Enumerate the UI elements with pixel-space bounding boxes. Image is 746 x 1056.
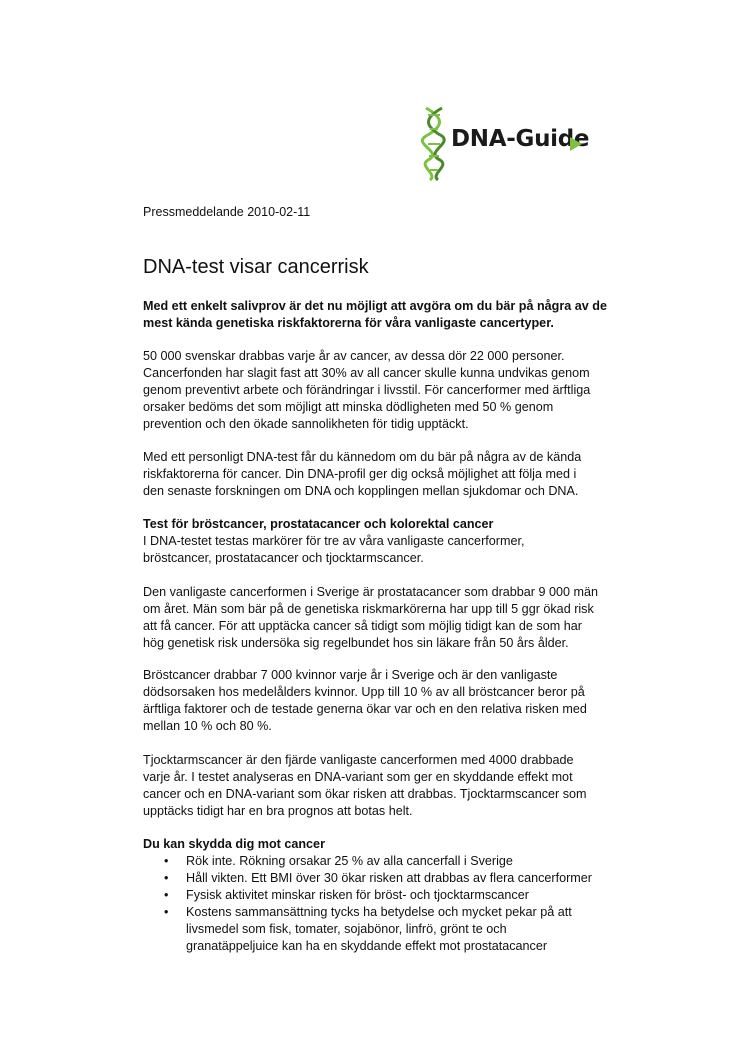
- text-line: granatäppeljuice kan ha en skyddande effekt mot prostatacancer: [186, 939, 548, 953]
- text-line: upptäcks tidigt har en bra prognos att botas helt.: [143, 804, 413, 818]
- play-arrow-icon: [570, 137, 582, 151]
- section-cancer-tests: [143, 516, 613, 567]
- lead-paragraph: [143, 298, 613, 332]
- list-item: [143, 887, 592, 904]
- dna-guide-logo: [418, 104, 593, 182]
- text-line: bröstcancer, prostatacancer och tjocktarmscancer.: [143, 551, 424, 565]
- text-line: I DNA-testet testas markörer för tre av våra vanligaste cancerformer,: [143, 534, 525, 548]
- text-line: om året. Män som bär på de genetiska riskmarkörerna har upp till 5 ggr ökad risk: [143, 602, 594, 616]
- text-line: • Kostens sammansättning tycks ha betydelse och mycket pekar på att: [186, 905, 572, 919]
- text-line: Med ett enkelt salivprov är det nu möjligt att avgöra om du bär på några av de: [143, 299, 607, 313]
- text-line: • Rök inte. Rökning orsakar 25 % av alla cancerfall i Sverige: [186, 854, 513, 868]
- dna-helix-icon: [418, 104, 452, 182]
- text-line: varje år. I testet analyseras en DNA-variant som ger en skyddande effekt mot: [143, 770, 573, 784]
- paragraph-colon-cancer: [143, 752, 613, 820]
- text-line: hög genetisk risk undersöka sig regelbundet hos sin läkare från 50 års ålder.: [143, 636, 569, 650]
- text-line: mest kända genetiska riskfaktorerna för våra vanligaste cancertyper.: [143, 316, 554, 330]
- text-line: prevention och den ökade sannolikheten för tidig upptäckt.: [143, 417, 469, 431]
- text-line: • Håll vikten. Ett BMI över 30 ökar risken att drabbas av flera cancerformer: [186, 871, 592, 885]
- text-line: Cancerfonden har slagit fast att 30% av all cancer skulle kunna undvikas genom: [143, 366, 590, 380]
- text-line: Tjocktarmscancer är den fjärde vanligaste cancerformen med 4000 drabbade: [143, 753, 574, 767]
- text-line: Bröstcancer drabbar 7 000 kvinnor varje år i Sverige och är den vanligaste: [143, 668, 558, 682]
- list-item: [143, 904, 592, 955]
- text-line: 50 000 svenskar drabbas varje år av cancer, av dessa dör 22 000 personer.: [143, 349, 565, 363]
- paragraph-statistics: [143, 348, 613, 433]
- text-line: cancer och en DNA-variant som ökar risken att drabbas. Tjocktarmscancer som: [143, 787, 587, 801]
- list-item: [143, 870, 592, 887]
- text-line: dödsorsaken hos medelålders kvinnor. Upp till 10 % av all bröstcancer beror på: [143, 685, 585, 699]
- text-line: ärftliga faktorer och de testade generna ökar var och en den relativa risken med: [143, 702, 587, 716]
- section-heading-protect: Du kan skydda dig mot cancer: [143, 837, 325, 851]
- prevention-list: [143, 853, 592, 955]
- text-line: mellan 10 % och 80 %.: [143, 719, 272, 733]
- list-item: [143, 853, 592, 870]
- text-line: genom preventivt arbete och förändringar i livsstil. För cancerformer med ärftliga: [143, 383, 591, 397]
- section-heading: Test för bröstcancer, prostatacancer och kolorektal cancer: [143, 517, 494, 531]
- text-line: Med ett personligt DNA-test får du kännedom om du bär på några av de kända: [143, 450, 582, 464]
- text-line: riskfaktorerna för cancer. Din DNA-profil ger dig också möjlighet att följa med i: [143, 467, 577, 481]
- logo-wordmark: DNA-Guide: [451, 126, 590, 152]
- paragraph-breast-cancer: [143, 667, 613, 735]
- text-line: den senaste forskningen om DNA och kopplingen mellan sjukdomar och DNA.: [143, 484, 579, 498]
- paragraph-prostate-cancer: [143, 584, 613, 652]
- text-line: • Fysisk aktivitet minskar risken för bröst- och tjocktarmscancer: [186, 888, 529, 902]
- paragraph-dna-test: [143, 449, 613, 500]
- text-line: att få cancer. För att upptäcka cancer så tidigt som möjlig tidigt kan de som har: [143, 619, 582, 633]
- date-line: Pressmeddelande 2010-02-11: [143, 205, 311, 219]
- page-title: DNA-test visar cancerrisk: [143, 256, 369, 278]
- text-line: livsmedel som fisk, tomater, sojabönor, linfrö, grönt te och: [186, 922, 507, 936]
- text-line: orsaker bedöms det som möjligt att minska dödligheten med 50 % genom: [143, 400, 554, 414]
- text-line: Den vanligaste cancerformen i Sverige är prostatacancer som drabbar 9 000 män: [143, 585, 599, 599]
